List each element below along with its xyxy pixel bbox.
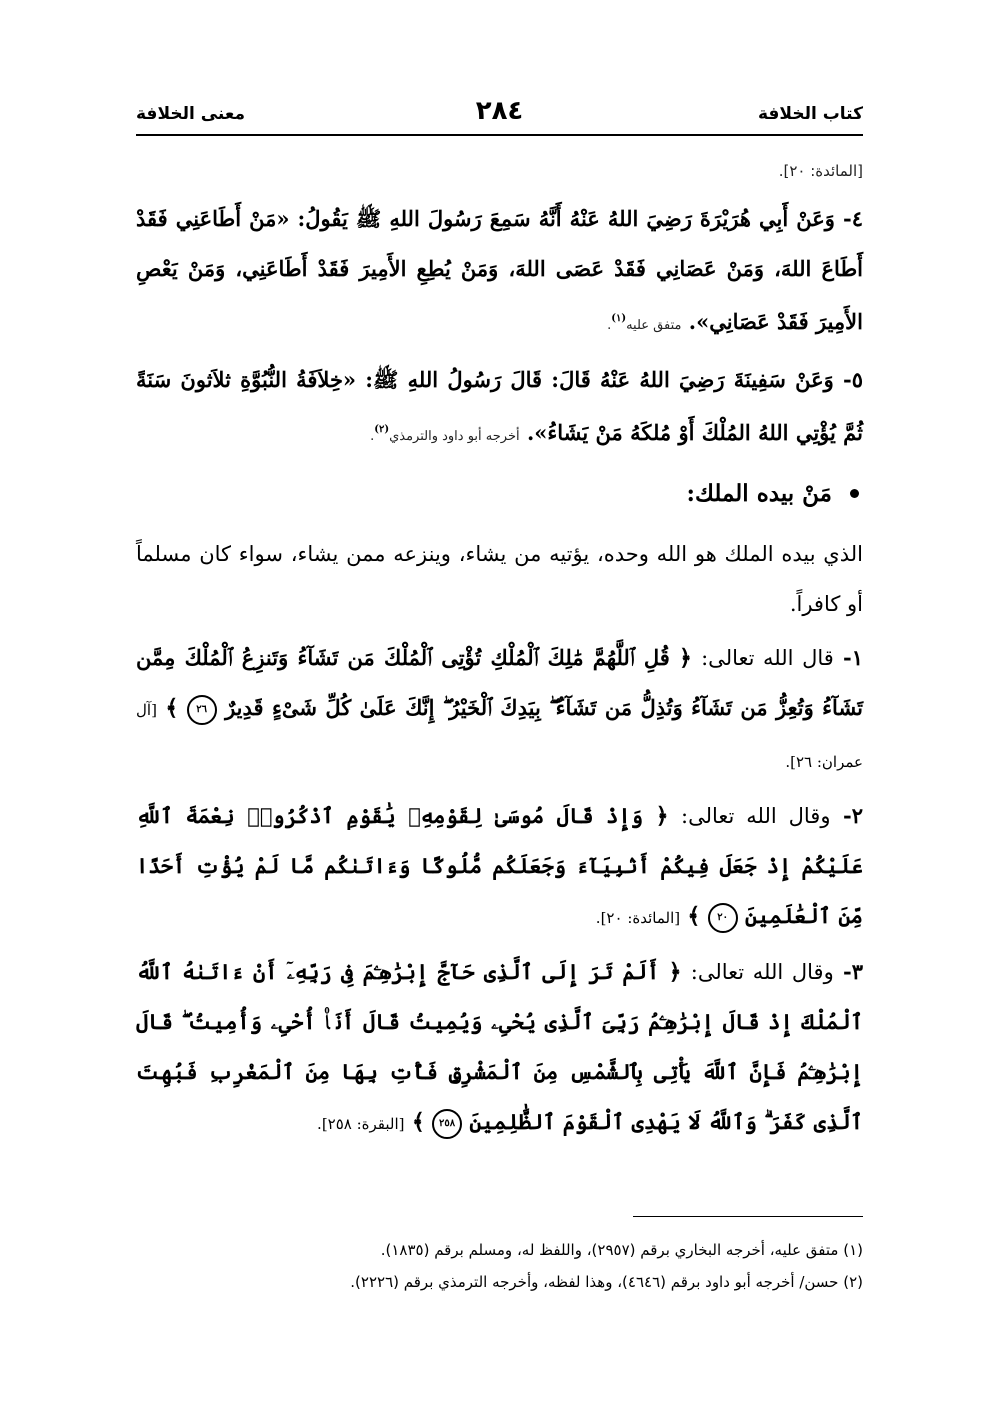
footnotes: [136, 1236, 863, 1300]
verse-2-number: ٢-: [843, 803, 864, 828]
ornate-bracket-open-icon: ﴿: [668, 959, 682, 985]
header-rule: [136, 134, 863, 136]
bullet-icon: [850, 489, 859, 498]
verse-1-lead: قال الله تعالى:: [701, 646, 834, 670]
footnote-rule: [633, 1216, 863, 1217]
ornate-bracket-close-icon: ﴾: [687, 903, 701, 929]
top-reference: [المائدة: ٢٠].: [778, 162, 863, 180]
ornate-bracket-open-icon: ﴿: [679, 645, 692, 671]
footnote-2: (٢) حسن/ أخرجه أبو داود برقم (٤٦٤٦)، وهذا لفظه، وأخرجه الترمذي برقم (٢٢٢٦).: [350, 1273, 863, 1291]
hadith-5-source: أخرجه أبو داود والترمذي: [389, 429, 520, 444]
ayah-number-icon: ٢٦: [187, 695, 217, 725]
hadith-4-text: وَعَنْ أَبِي هُرَيْرَةَ رَضِيَ اللهُ عَنْهُ أَنَّهُ سَمِعَ رَسُولَ اللهِ ﷺ يَقُولُ: «مَنْ أَطَاعَنِي فَقَدْ أَطَاعَ اللهَ، وَمَنْ عَصَانِي فَقَدْ عَصَى اللهَ، وَمَنْ يُطِعِ الأَمِيرَ فَقَدْ أَطَاعَنِي، وَمَنْ يَعْصِ الأَمِيرَ فَقَدْ عَصَانِي».: [136, 206, 863, 334]
verse-3-lead: وقال الله تعالى:: [690, 960, 834, 984]
section-intro: الذي بيده الملك هو الله وحده، يؤتيه من يشاء، وينزعه ممن يشاء، سواء كان مسلماً أو كافراً.: [136, 542, 863, 616]
verse-1: [136, 633, 863, 787]
ayah-number-icon: ٢٥٨: [432, 1109, 462, 1139]
chapter-title: معنى الخلافة: [136, 104, 245, 124]
hadith-5-text: وَعَنْ سَفِينَةَ رَضِيَ اللهُ عَنْهُ قَالَ: قَالَ رَسُولُ اللهِ ﷺ: «خِلاَفَةُ النُّبُوَّةِ ثلاَثونَ سَنَةً ثُمَّ يُؤْتِي اللهُ المُلْكَ أَوْ مُلكَهُ مَنْ يَشَاءُ».: [136, 367, 863, 445]
verse-2-lead: وقال الله تعالى:: [681, 804, 831, 828]
hadith-4: ٤- وَعَنْ أَبِي هُرَيْرَةَ رَضِيَ اللهُ عَنْهُ أَنَّهُ سَمِعَ رَسُولَ اللهِ ﷺ يَقُولُ: «مَنْ أَطَاعَنِي فَقَدْ أَطَاعَ اللهَ، وَمَنْ عَصَانِي فَقَدْ عَصَى اللهَ، وَمَنْ يُطِعِ الأَمِيرَ فَقَدْ أَطَاعَنِي، وَمَنْ يَعْصِ الأَمِيرَ فَقَدْ عَصَانِي». متفق عليه$^{(١)}$.: [136, 206, 864, 334]
hadith-4-source: متفق عليه: [626, 318, 682, 333]
verse-1-text: قُلِ ٱللَّهُمَّ مَٰلِكَ ٱلْمُلْكِ تُؤْتِى ٱلْمُلْكَ مَن تَشَآءُ وَتَنزِعُ ٱلْمُلْكَ مِمَّن تَشَآءُ وَتُعِزُّ مَن تَشَآءُ وَتُذِلُّ مَن تَشَآءُ ۖ بِيَدِكَ ٱلْخَيْرُ ۖ إِنَّكَ عَلَىٰ كُلِّ شَىْءٍ قَدِيرٌ: [136, 645, 864, 720]
verse-3: [136, 947, 863, 1149]
section-heading-text: مَنْ بيده الملك:: [686, 480, 832, 507]
section-heading: [136, 480, 863, 507]
verse-2: [136, 791, 863, 943]
verse-1-reference: [آل عمران: ٢٦].: [136, 701, 863, 771]
verse-2-text: وَإِذْ قَالَ مُوسَىٰ لِقَوْمِهِۦ يَٰقَوْمِ ٱذْكُرُوا۟ نِعْمَةَ ٱللَّهِ عَلَيْكُمْ إِذْ جَعَلَ فِيكُمْ أَنۢبِيَآءَ وَجَعَلَكُم مُّلُوكًا وَءَاتَىٰكُم مَّا لَمْ يُؤْتِ أَحَدًا مِّنَ ٱلْعَٰلَمِينَ: [136, 803, 863, 928]
verse-2-reference: [المائدة: ٢٠].: [595, 909, 681, 927]
hadith-5-number: ٥-: [843, 367, 863, 392]
hadith-4-number: ٤-: [843, 206, 864, 231]
verse-3-text: أَلَمْ تَرَ إِلَى ٱلَّذِى حَآجَّ إِبْرَٰهِـۧمَ فِى رَبِّهِۦٓ أَنْ ءَاتَىٰهُ ٱللَّهُ ٱلْمُلْكَ إِذْ قَالَ إِبْرَٰهِـۧمُ رَبِّىَ ٱلَّذِى يُحْىِۦ وَيُمِيتُ قَالَ أَنَا۠ أُحْىِۦ وَأُمِيتُ ۖ قَالَ إِبْرَٰهِـۧمُ فَإِنَّ ٱللَّهَ يَأْتِى بِٱلشَّمْسِ مِنَ ٱلْمَشْرِقِ فَأْتِ بِهَا مِنَ ٱلْمَغْرِبِ فَبُهِتَ ٱلَّذِى كَفَرَ ۗ وَٱللَّهُ لَا يَهْدِى ٱلْقَوْمَ ٱلظَّٰلِمِينَ: [136, 959, 863, 1134]
page-body: [136, 162, 863, 1153]
ornate-bracket-close-icon: ﴾: [411, 1109, 425, 1135]
page-number: ٢٨٤: [475, 96, 524, 126]
footnote-ref-2[interactable]: (٢): [374, 424, 390, 435]
page-header: [136, 96, 863, 136]
ornate-bracket-close-icon: ﴾: [165, 695, 179, 721]
footnote-1: (١) متفق عليه، أخرجه البخاري برقم (٢٩٥٧)، واللفظ له، ومسلم برقم (١٨٣٥).: [380, 1241, 863, 1259]
book-title: كتاب الخلافة: [757, 104, 863, 124]
verse-3-reference: [البقرة: ٢٥٨].: [317, 1115, 405, 1133]
verse-1-number: ١-: [842, 645, 863, 670]
hadith-5: ٥- وَعَنْ سَفِينَةَ رَضِيَ اللهُ عَنْهُ قَالَ: قَالَ رَسُولُ اللهِ ﷺ: «خِلاَفَةُ النُّبُوَّةِ ثلاَثونَ سَنَةً ثُمَّ يُؤْتِي اللهُ المُلْكَ أَوْ مُلكَهُ مَنْ يَشَاءُ». أخرجه أبو داود والترمذي$^{(٢)}$.: [136, 367, 863, 445]
footnote-ref-1[interactable]: (١): [611, 313, 627, 324]
ornate-bracket-open-icon: ﴿: [655, 803, 669, 829]
verse-3-number: ٣-: [843, 959, 863, 984]
ayah-number-icon: ٢٠: [708, 903, 738, 933]
